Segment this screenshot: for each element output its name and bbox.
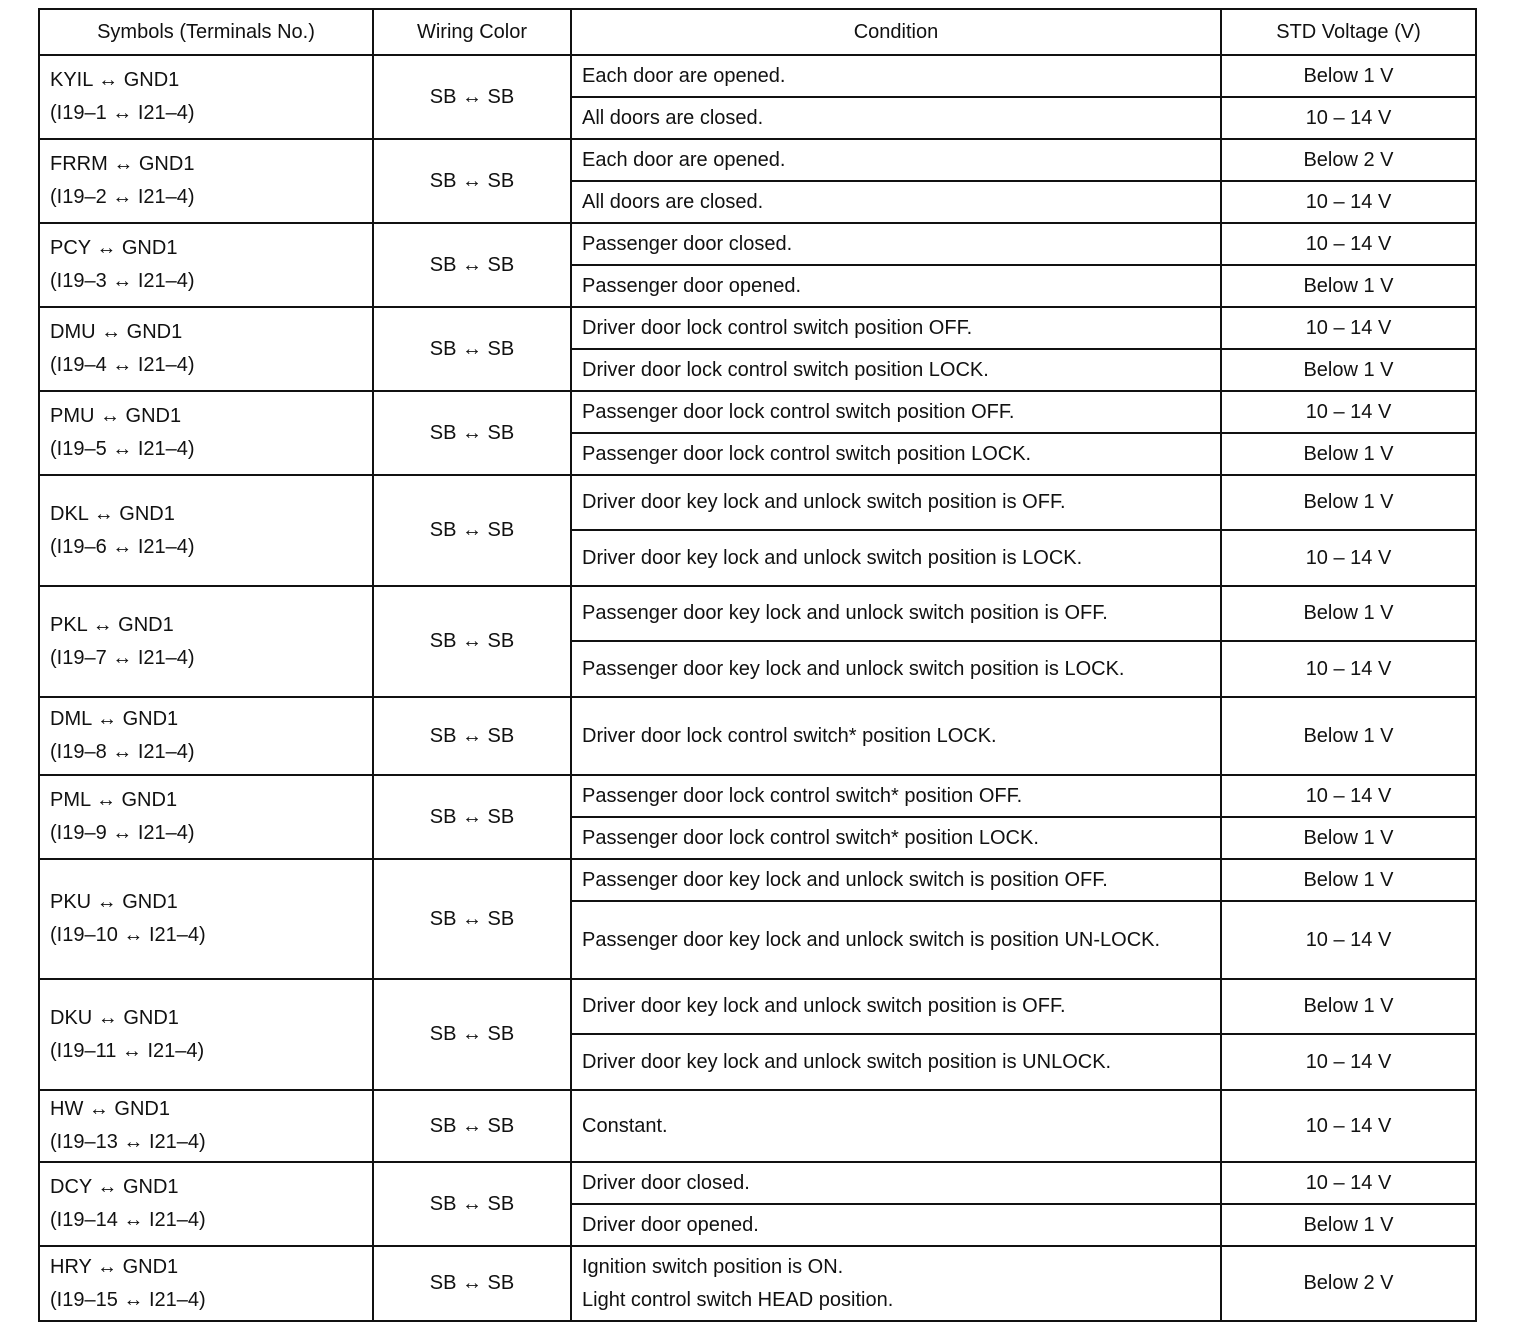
terminal-voltage-table: [38, 8, 1477, 1322]
terminal-numbers: (I19–5 ↔ I21–4): [50, 438, 195, 460]
symbol-cell: [39, 775, 373, 859]
table-row: [39, 307, 1476, 349]
symbol-cell: [39, 1162, 373, 1246]
wiring-color-cell: SB ↔ SB: [373, 139, 571, 223]
terminal-numbers: (I19–11 ↔ I21–4): [50, 1039, 205, 1062]
wiring-color-cell: SB ↔ SB: [373, 223, 571, 307]
terminal-numbers: (I19–9 ↔ I21–4): [50, 822, 195, 844]
std-voltage-cell: Below 1 V: [1221, 859, 1476, 901]
symbol-name: PCY ↔ GND1: [50, 237, 178, 259]
wiring-color-cell: SB ↔ SB: [373, 586, 571, 697]
terminal-numbers: (I19–4 ↔ I21–4): [50, 354, 195, 376]
condition-cell: [571, 475, 1221, 530]
terminal-numbers: (I19–15 ↔ I21–4): [50, 1288, 206, 1311]
condition-text: Driver door key lock and unlock switch position is OFF.: [582, 491, 1066, 513]
wiring-color-cell: SB ↔ SB: [373, 391, 571, 475]
std-voltage-cell: Below 1 V: [1221, 979, 1476, 1034]
table-row: [39, 979, 1476, 1034]
wiring-color-cell: SB ↔ SB: [373, 1246, 571, 1321]
std-voltage-cell: 10 – 14 V: [1221, 307, 1476, 349]
wiring-color-cell: SB ↔ SB: [373, 697, 571, 775]
wiring-color-cell: SB ↔ SB: [373, 307, 571, 391]
symbol-cell: [39, 55, 373, 139]
symbol-name: PMU ↔ GND1: [50, 405, 182, 427]
condition-cell: [571, 697, 1221, 775]
symbol-cell: [39, 1090, 373, 1162]
terminal-numbers: (I19–10 ↔ I21–4): [50, 924, 206, 946]
symbol-name: DML ↔ GND1: [50, 708, 179, 730]
table-row: [39, 775, 1476, 817]
condition-cell: [571, 391, 1221, 433]
std-voltage-cell: 10 – 14 V: [1221, 530, 1476, 586]
condition-cell: [571, 586, 1221, 641]
std-voltage-cell: Below 1 V: [1221, 697, 1476, 775]
symbol-cell: [39, 391, 373, 475]
condition-text: Driver door key lock and unlock switch position is OFF.: [582, 995, 1066, 1017]
table-row: [39, 55, 1476, 97]
symbol-cell: [39, 307, 373, 391]
condition-text: Passenger door closed.: [582, 232, 793, 255]
std-voltage-cell: 10 – 14 V: [1221, 223, 1476, 265]
symbol-name: PKL ↔ GND1: [50, 613, 174, 636]
table-body: [39, 55, 1476, 1321]
wiring-color-cell: SB ↔ SB: [373, 979, 571, 1090]
wiring-color-cell: SB ↔ SB: [373, 475, 571, 586]
header-condition: Condition: [571, 9, 1221, 55]
std-voltage-cell: 10 – 14 V: [1221, 641, 1476, 697]
terminal-numbers: (I19–7 ↔ I21–4): [50, 646, 195, 669]
table-row: [39, 697, 1476, 775]
std-voltage-cell: Below 2 V: [1221, 1246, 1476, 1321]
condition-text: Passenger door key lock and unlock switch is position OFF.: [582, 868, 1108, 891]
symbol-name: DKU ↔ GND1: [50, 1006, 179, 1029]
symbol-cell: [39, 223, 373, 307]
header-std-voltage: STD Voltage (V): [1221, 9, 1476, 55]
table-header-row: [39, 9, 1476, 55]
std-voltage-cell: Below 1 V: [1221, 55, 1476, 97]
std-voltage-cell: 10 – 14 V: [1221, 901, 1476, 979]
condition-text: Each door are opened.: [582, 148, 786, 171]
condition-text: Each door are opened.: [582, 64, 786, 87]
std-voltage-cell: 10 – 14 V: [1221, 1162, 1476, 1204]
condition-text: Passenger door key lock and unlock switch position is LOCK.: [582, 657, 1125, 680]
symbol-name: HRY ↔ GND1: [50, 1255, 179, 1278]
condition-text: Driver door key lock and unlock switch position is UNLOCK.: [582, 1050, 1112, 1073]
condition-text: Driver door lock control switch position LOCK.: [582, 358, 989, 381]
table-row: [39, 1246, 1476, 1321]
terminal-numbers: (I19–13 ↔ I21–4): [50, 1131, 206, 1153]
condition-text: Passenger door opened.: [582, 274, 802, 297]
condition-cell: [571, 859, 1221, 901]
table-row: [39, 1162, 1476, 1204]
condition-cell: [571, 349, 1221, 391]
condition-text: Passenger door lock control switch position LOCK.: [582, 442, 1032, 465]
condition-text: Constant.: [582, 1114, 668, 1137]
wiring-color-cell: SB ↔ SB: [373, 55, 571, 139]
std-voltage-cell: Below 1 V: [1221, 586, 1476, 641]
condition-cell: [571, 641, 1221, 697]
symbol-cell: [39, 979, 373, 1090]
symbol-cell: [39, 586, 373, 697]
condition-cell: [571, 901, 1221, 979]
symbol-name: PML ↔ GND1: [50, 789, 178, 811]
condition-text: Driver door closed.: [582, 1171, 750, 1194]
wiring-color-cell: SB ↔ SB: [373, 1090, 571, 1162]
condition-cell: [571, 139, 1221, 181]
std-voltage-cell: 10 – 14 V: [1221, 181, 1476, 223]
symbol-name: PKU ↔ GND1: [50, 891, 178, 913]
std-voltage-cell: Below 1 V: [1221, 475, 1476, 530]
condition-cell: [571, 1162, 1221, 1204]
std-voltage-cell: Below 1 V: [1221, 1204, 1476, 1246]
condition-cell: [571, 817, 1221, 859]
terminal-numbers: (I19–2 ↔ I21–4): [50, 186, 195, 208]
symbol-cell: [39, 697, 373, 775]
std-voltage-cell: 10 – 14 V: [1221, 775, 1476, 817]
condition-cell: [571, 433, 1221, 475]
terminal-numbers: (I19–6 ↔ I21–4): [50, 535, 195, 558]
symbol-name: KYIL ↔ GND1: [50, 69, 180, 91]
condition-text: Driver door lock control switch position OFF.: [582, 316, 973, 339]
condition-text: Passenger door key lock and unlock switch is position UN-LOCK.: [582, 928, 1161, 951]
table-row: [39, 139, 1476, 181]
std-voltage-cell: 10 – 14 V: [1221, 97, 1476, 139]
symbol-name: DCY ↔ GND1: [50, 1176, 179, 1198]
symbol-name: FRRM ↔ GND1: [50, 153, 195, 175]
condition-cell: [571, 1034, 1221, 1090]
table-row: [39, 859, 1476, 901]
symbol-cell: [39, 475, 373, 586]
symbol-cell: [39, 1246, 373, 1321]
terminal-numbers: (I19–8 ↔ I21–4): [50, 741, 195, 763]
condition-cell: [571, 1246, 1221, 1321]
condition-text: Driver door key lock and unlock switch position is LOCK.: [582, 546, 1083, 569]
table-row: [39, 475, 1476, 530]
std-voltage-cell: Below 1 V: [1221, 349, 1476, 391]
condition-text: Driver door opened.: [582, 1213, 759, 1236]
table-row: [39, 223, 1476, 265]
symbol-name: DKL ↔ GND1: [50, 502, 175, 525]
std-voltage-cell: 10 – 14 V: [1221, 391, 1476, 433]
condition-cell: [571, 1090, 1221, 1162]
symbol-cell: [39, 139, 373, 223]
header-wiring-color: Wiring Color: [373, 9, 571, 55]
symbol-cell: [39, 859, 373, 979]
wiring-color-cell: SB ↔ SB: [373, 775, 571, 859]
condition-text: All doors are closed.: [582, 190, 764, 213]
terminal-numbers: (I19–14 ↔ I21–4): [50, 1209, 206, 1231]
condition-cell: [571, 1204, 1221, 1246]
condition-cell: [571, 530, 1221, 586]
table-row: [39, 391, 1476, 433]
condition-text-extra: Light control switch HEAD position.: [582, 1288, 894, 1311]
std-voltage-cell: Below 2 V: [1221, 139, 1476, 181]
condition-text: All doors are closed.: [582, 106, 764, 129]
condition-text: Passenger door lock control switch* position LOCK.: [582, 826, 1039, 849]
std-voltage-cell: Below 1 V: [1221, 265, 1476, 307]
std-voltage-cell: 10 – 14 V: [1221, 1034, 1476, 1090]
wiring-color-cell: SB ↔ SB: [373, 1162, 571, 1246]
condition-cell: [571, 307, 1221, 349]
wiring-color-cell: SB ↔ SB: [373, 859, 571, 979]
condition-cell: [571, 181, 1221, 223]
condition-text: Ignition switch position is ON.: [582, 1255, 844, 1278]
condition-cell: [571, 55, 1221, 97]
condition-text: Passenger door key lock and unlock switch position is OFF.: [582, 602, 1108, 624]
table-row: [39, 586, 1476, 641]
condition-text: Passenger door lock control switch position OFF.: [582, 400, 1015, 423]
condition-cell: [571, 97, 1221, 139]
symbol-name: HW ↔ GND1: [50, 1098, 170, 1120]
header-symbols: Symbols (Terminals No.): [39, 9, 373, 55]
condition-cell: [571, 223, 1221, 265]
std-voltage-cell: Below 1 V: [1221, 817, 1476, 859]
condition-text: Driver door lock control switch* position LOCK.: [582, 724, 997, 747]
std-voltage-cell: Below 1 V: [1221, 433, 1476, 475]
terminal-voltage-table-sheet: [38, 8, 1475, 1322]
table-row: [39, 1090, 1476, 1162]
symbol-name: DMU ↔ GND1: [50, 321, 183, 343]
terminal-numbers: (I19–3 ↔ I21–4): [50, 270, 195, 292]
std-voltage-cell: 10 – 14 V: [1221, 1090, 1476, 1162]
condition-cell: [571, 979, 1221, 1034]
condition-cell: [571, 775, 1221, 817]
condition-cell: [571, 265, 1221, 307]
condition-text: Passenger door lock control switch* position OFF.: [582, 784, 1023, 807]
terminal-numbers: (I19–1 ↔ I21–4): [50, 102, 195, 124]
